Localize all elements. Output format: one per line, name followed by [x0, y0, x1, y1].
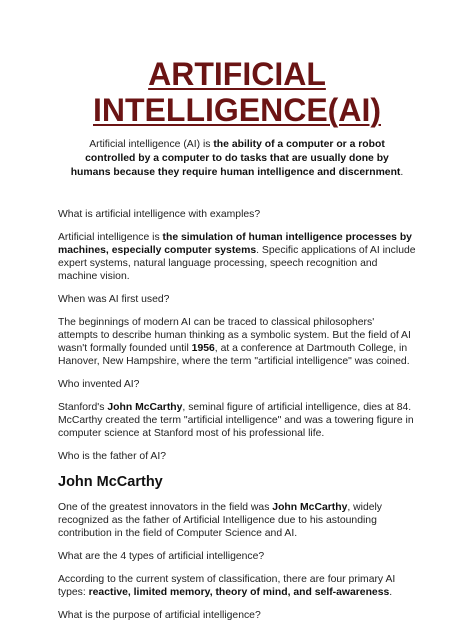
question-first-used: When was AI first used?	[58, 294, 170, 305]
question-examples: What is artificial intelligence with examples?	[58, 209, 261, 220]
question-purpose: What is the purpose of artificial intelligence?	[58, 610, 261, 621]
page-title	[58, 56, 416, 128]
title-line-1: ARTIFICIAL	[148, 56, 326, 92]
title-line-2: INTELLIGENCE(AI)	[93, 92, 381, 128]
question-inventor: Who invented AI?	[58, 379, 140, 390]
answer-first-used: The beginnings of modern AI can be traced to classical philosophers' attempts to describe human thinking as a symbolic system. But the field of AI wasn't formally founded until 1956, at a conference at Dartmouth College, in Hanover, New Hampshire, where the term "artificial intelligence" was coined.	[58, 317, 411, 367]
answer-father: One of the greatest innovators in the field was John McCarthy, widely recognized as the father of Artificial Intelligence due to his astounding contribution in the field of Computer Science and AI.	[58, 502, 383, 539]
answer-inventor: Stanford's John McCarthy, seminal figure of artificial intelligence, dies at 84. McCarthy created the term "artificial intelligence" and was a towering figure in computer science at Stanford most of his professional life.	[58, 402, 414, 439]
question-father: Who is the father of AI?	[58, 451, 167, 462]
question-types: What are the 4 types of artificial intelligence?	[58, 551, 265, 562]
answer-examples: Artificial intelligence is the simulation of human intelligence processes by machines, especially computer systems. Specific applications of AI include expert systems, natural language processing, speech recognition and machine vision.	[58, 232, 416, 282]
answer-types: According to the current system of classification, there are four primary AI types: reactive, limited memory, theory of mind, and self-awareness.	[58, 574, 396, 598]
intro-paragraph: Artificial intelligence (AI) is the ability of a computer or a robot controlled by a computer to do tasks that are usually done by humans because they require human intelligence and discernment.	[70, 139, 404, 178]
subheading-john-mccarthy: John McCarthy	[58, 474, 163, 490]
